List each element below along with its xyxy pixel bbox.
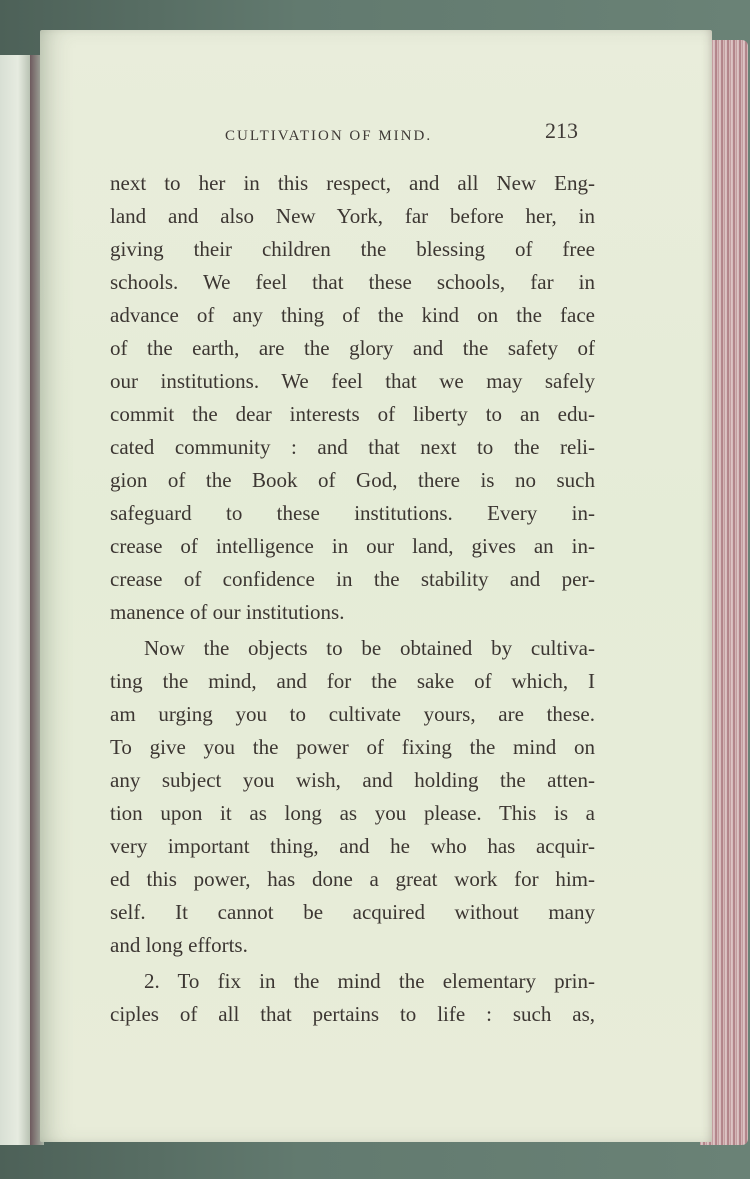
page-number: 213 (545, 118, 578, 143)
text-line: ed this power, has done a great work for him- (110, 867, 595, 891)
text-line: very important thing, and he who has acquir- (110, 834, 595, 858)
text-line: cated community : and that next to the reli- (110, 435, 595, 459)
text-line: next to her in this respect, and all New Eng- (110, 171, 595, 195)
text-line: any subject you wish, and holding the atten- (110, 768, 595, 792)
text-line: 2. To fix in the mind the elementary prin- (144, 969, 595, 993)
previous-page-edge (0, 55, 33, 1145)
text-line: schools. We feel that these schools, far in (110, 270, 595, 294)
text-line: self. It cannot be acquired without many (110, 900, 595, 924)
text-line: giving their children the blessing of free (110, 237, 595, 261)
text-line: commit the dear interests of liberty to an edu- (110, 402, 595, 426)
text-line: of the earth, are the glory and the safety of (110, 336, 595, 360)
text-line: ting the mind, and for the sake of which, I (110, 669, 595, 693)
text-line: manence of our institutions. (110, 600, 345, 624)
text-line: advance of any thing of the kind on the face (110, 303, 595, 327)
text-line: ciples of all that pertains to life : such as, (110, 1002, 595, 1026)
text-line: Now the objects to be obtained by cultiva- (144, 636, 595, 660)
running-head: CULTIVATION OF MIND. (225, 128, 433, 144)
text-line: and long efforts. (110, 933, 248, 957)
text-line: land and also New York, far before her, in (110, 204, 595, 228)
text-line: am urging you to cultivate yours, are these. (110, 702, 595, 726)
text-line: safeguard to these institutions. Every in- (110, 501, 595, 525)
text-line: crease of intelligence in our land, gives an in- (110, 534, 595, 558)
text-line: tion upon it as long as you please. This is a (110, 801, 595, 825)
text-line: our institutions. We feel that we may safely (110, 369, 595, 393)
text-line: gion of the Book of God, there is no such (110, 468, 595, 492)
text-line: crease of confidence in the stability and per- (110, 567, 595, 591)
text-line: To give you the power of fixing the mind on (110, 735, 595, 759)
